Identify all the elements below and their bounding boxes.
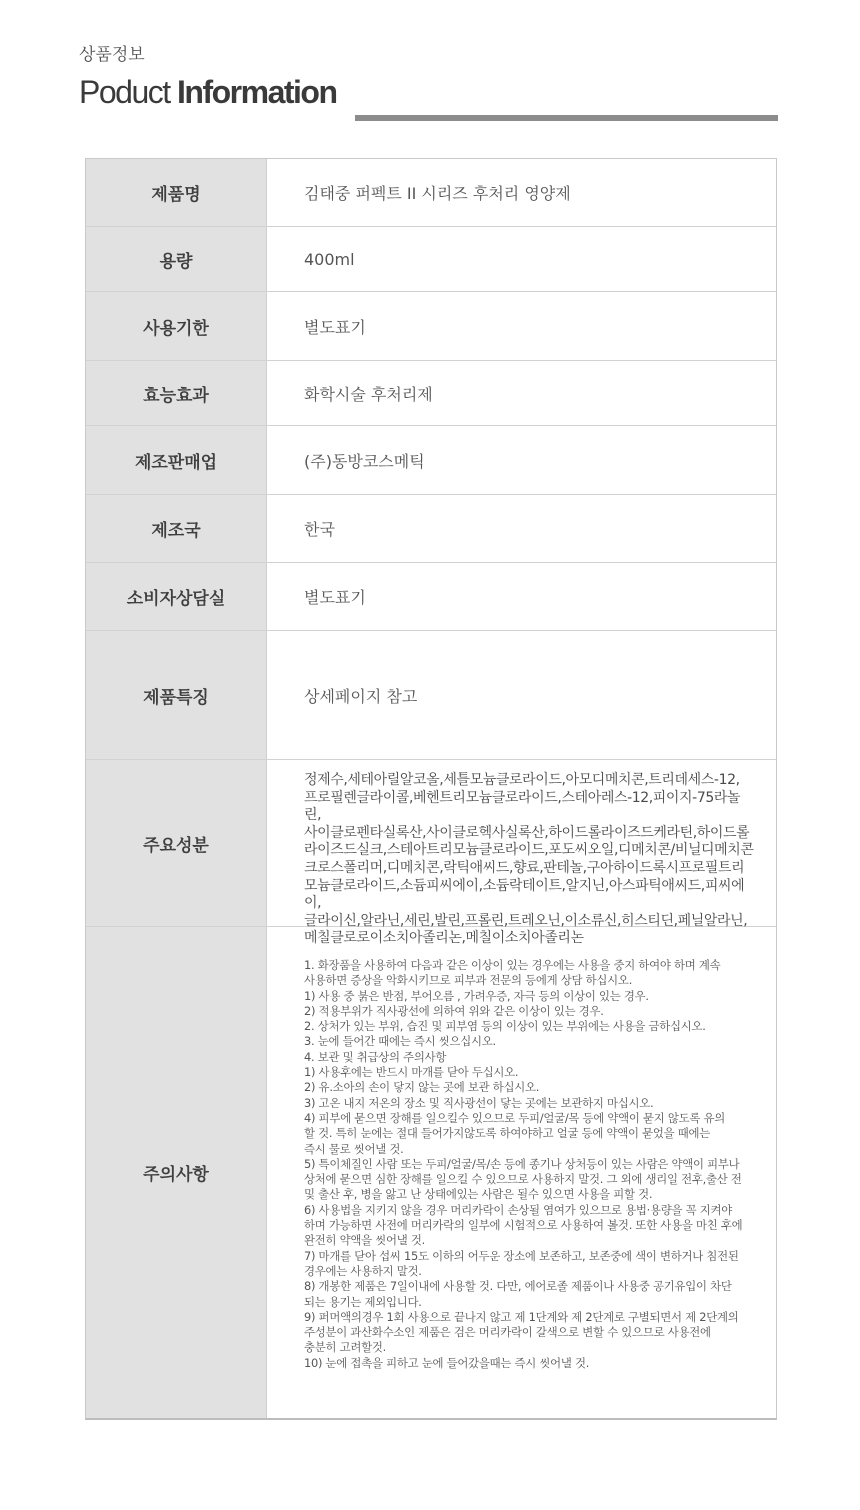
row-value: (주)동방코스메틱 xyxy=(304,451,425,471)
table-row-efficacy xyxy=(86,361,776,426)
table-row-consumer-center xyxy=(86,563,776,631)
caution-line: 경우에는 사용하지 말것. xyxy=(304,1263,422,1278)
table-row-features xyxy=(86,631,776,760)
row-label: 주의사항 xyxy=(86,927,267,1418)
table-row-volume xyxy=(86,227,776,292)
caution-line: 4. 보관 및 취급상의 주의사항 xyxy=(304,1049,447,1064)
caution-line: 충분히 고려할것. xyxy=(304,1340,387,1355)
caution-line: 즉시 물로 씻어낼 것. xyxy=(304,1141,404,1156)
row-label: 제품명 xyxy=(86,159,267,226)
section-title-row xyxy=(79,72,779,116)
table-row-ingredients xyxy=(86,760,776,947)
row-label: 소비자상담실 xyxy=(86,563,267,630)
section-subtitle: 상품정보 xyxy=(79,45,145,65)
row-value: 화학시술 후처리제 xyxy=(304,384,433,404)
caution-line: 3) 고온 내지 저온의 장소 및 직사광선이 닿는 곳에는 보관하지 마십시오. xyxy=(304,1095,654,1110)
ingredient-line: 프로필렌글라이콜,베헨트리모늄클로라이드,스테아레스-12,피이지-75라놀린, xyxy=(304,789,741,824)
row-label: 용량 xyxy=(86,227,267,291)
table-row-manufacturer xyxy=(86,426,776,495)
row-label: 효능효과 xyxy=(86,361,267,425)
table-row-expiry xyxy=(86,292,776,361)
caution-line: 주성분이 과산화수소인 제품은 검은 머리카락이 갈색으로 변할 수 있으므로 사용전에 xyxy=(304,1325,711,1340)
caution-line: 2. 상처가 있는 부위, 습진 및 피부염 등의 이상이 있는 부위에는 사용을 금하십시오. xyxy=(304,1019,706,1034)
section-header xyxy=(79,44,779,116)
caution-line: 8) 개봉한 제품은 7일이내에 사용할 것. 다만, 에어로졸 제품이나 사용중 공기유입이 차단 xyxy=(304,1279,732,1294)
section-title xyxy=(79,72,779,112)
caution-line: 1. 화장품을 사용하여 다음과 같은 이상이 있는 경우에는 사용을 중지 하여야 하며 계속 xyxy=(304,958,721,972)
ingredient-line: 정제수,세테아릴알코올,세틀모늄클로라이드,아모디메치콘,트리데세스-12, xyxy=(304,772,740,788)
caution-line: 7) 마개를 닫아 섭씨 15도 이하의 어두운 장소에 보존하고, 보존중에 색이 변하거나 침전된 xyxy=(304,1248,739,1263)
caution-line: 상처에 묻으면 심한 장해를 일으킬 수 있으므로 사용하지 말것. 그 외에 생리일 전후,출산 전 xyxy=(304,1172,742,1187)
ingredient-line: 사이클로펜타실록산,사이클로헥사실록산,하이드롤라이즈드케라틴,하이드롤 xyxy=(304,824,750,841)
cautions-text xyxy=(267,927,776,1418)
ingredient-line: 글라이신,알라닌,세린,발린,프롤린,트레오닌,이소류신,히스티딘,페닐알라닌, xyxy=(304,912,748,929)
row-label: 사용기한 xyxy=(86,292,267,360)
row-label: 제조판매업 xyxy=(86,426,267,494)
table-row-country xyxy=(86,495,776,563)
caution-line: 9) 퍼머액의경우 1회 사용으로 끝나지 않고 제 1단계와 제 2단계로 구별되면서 제 2단계의 xyxy=(304,1309,739,1324)
row-label: 주요성분 xyxy=(86,760,267,926)
row-value: 한국 xyxy=(304,520,335,539)
row-value: 김태중 퍼펙트 II 시리즈 후처리 영양제 xyxy=(304,184,571,203)
caution-line: 3. 눈에 들어간 때에는 즉시 씻으십시오. xyxy=(304,1034,496,1049)
table-row-product-name xyxy=(86,159,776,227)
title-divider-bar xyxy=(355,115,778,121)
section-title-bold: Information xyxy=(177,74,337,110)
caution-line: 6) 사용법을 지키지 않을 경우 머리카락이 손상될 염여가 있으므로 용법·용량을 꼭 지켜야 xyxy=(304,1202,733,1217)
caution-line: 사용하면 증상을 악화시키므로 피부과 전문의 등에게 상담 하십시오. xyxy=(304,973,633,988)
caution-line: 되는 용기는 제외입니다. xyxy=(304,1294,422,1309)
table-row-cautions xyxy=(86,927,776,1418)
row-value: 400ml xyxy=(304,249,355,269)
caution-line: 4) 피부에 묻으면 장해를 일으킬수 있으므로 두피/얼굴/목 등에 약액이 묻지 않도록 유의 xyxy=(304,1110,726,1125)
caution-line: 10) 눈에 접촉을 피하고 눈에 들어갔을때는 즉시 씻어낼 것. xyxy=(304,1355,590,1370)
ingredients-text xyxy=(267,760,776,947)
caution-line: 하며 가능하면 사전에 머리카락의 일부에 시험적으로 사용하여 볼것. 또한 사용을 마친 후에 xyxy=(304,1218,743,1233)
caution-line: 1) 사용 중 붉은 반점, 부어오름 , 가려우증, 자극 등의 이상이 있는 경우. xyxy=(304,988,649,1003)
ingredient-line: 크로스폴리머,디메치콘,락틱애씨드,향료,판테놀,구아하이드록시프로필트리 xyxy=(304,859,745,876)
caution-line: 2) 적용부위가 직사광선에 의하여 위와 같은 이상이 있는 경우. xyxy=(304,1003,604,1018)
ingredient-line: 라이즈드실크,스테아트리모늄클로라이드,포도씨오일,디메치콘/비닐디메치콘 xyxy=(304,842,754,859)
section-title-light: Poduct xyxy=(79,74,178,110)
caution-line: 5) 특이체질인 사람 또는 두피/얼굴/목/손 등에 종기나 상처등이 있는 사람은 약액이 피부나 xyxy=(304,1156,740,1171)
row-value: 별도표기 xyxy=(304,317,366,337)
row-label: 제품특징 xyxy=(86,631,267,759)
row-label: 제조국 xyxy=(86,495,267,562)
caution-line: 완전히 약액을 씻어낼 것. xyxy=(304,1233,426,1248)
caution-line: 1) 사용후에는 반드시 마개를 닫아 두십시오. xyxy=(304,1065,519,1080)
row-value: 별도표기 xyxy=(304,588,366,607)
row-value: 상세페이지 참고 xyxy=(304,686,418,706)
caution-line: 2) 유.소아의 손이 닿지 않는 곳에 보관 하십시오. xyxy=(304,1080,540,1095)
caution-line: 및 출산 후, 병을 앓고 난 상태에있는 사람은 될수 있으면 사용을 피할 것. xyxy=(304,1187,653,1202)
caution-line: 할 것. 특히 눈에는 절대 들어가지않도록 하여야하고 얼굴 등에 약액이 묻었을 때에는 xyxy=(304,1126,711,1141)
product-info-table xyxy=(85,158,777,1420)
ingredient-line: 메칠클로로이소치아졸리논,메칠이소치아졸리논 xyxy=(304,930,584,947)
ingredient-line: 모늄클로라이드,소듐피씨에이,소듐락테이트,알지닌,아스파틱애씨드,피씨에이, xyxy=(304,877,745,912)
